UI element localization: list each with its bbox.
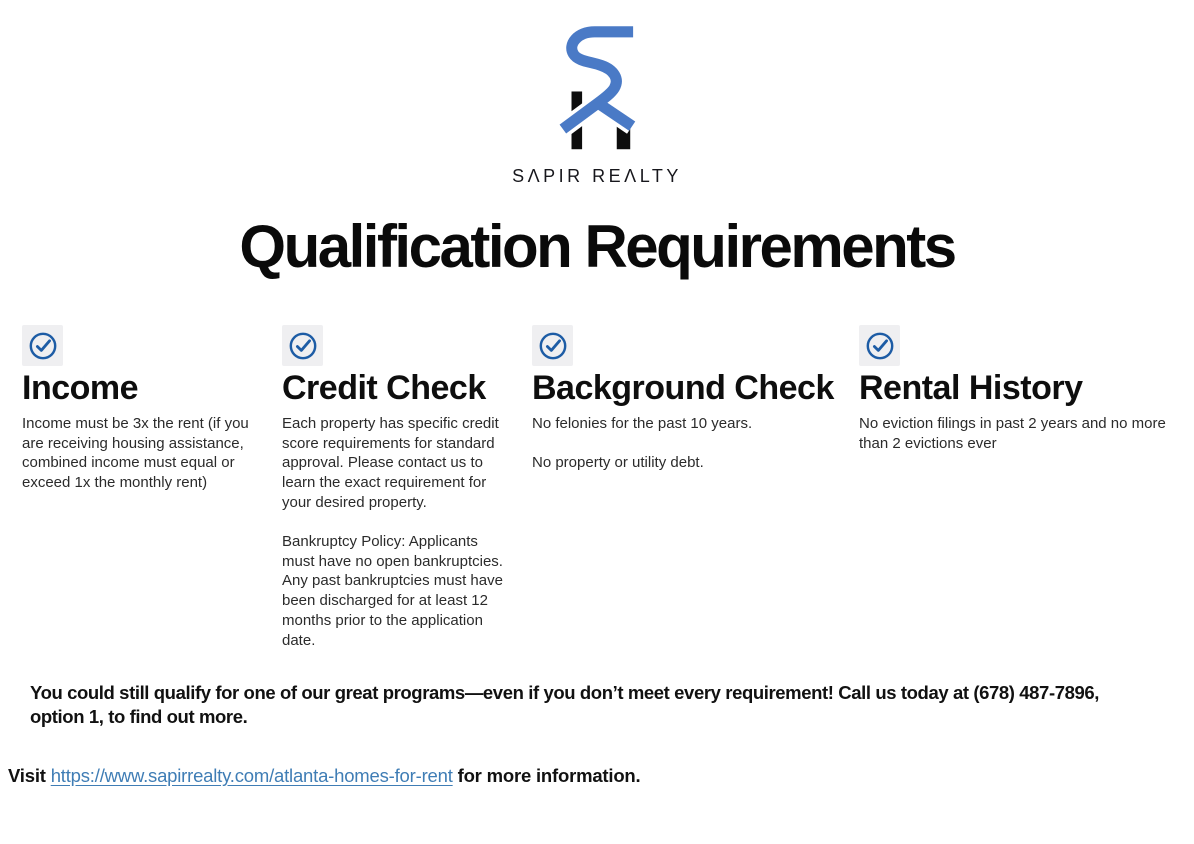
brand-wordmark: SΛPIR REΛLTY xyxy=(512,166,682,186)
requirement-column-background-check xyxy=(532,325,837,472)
qualify-note xyxy=(30,681,1164,729)
requirement-heading: Income xyxy=(22,369,139,408)
sapir-realty-logo-icon xyxy=(559,26,636,156)
requirement-paragraph: No property or utility debt. xyxy=(532,453,704,471)
requirement-heading: Rental History xyxy=(859,369,1083,408)
brand-header xyxy=(0,0,1194,188)
requirement-paragraph: No eviction filings in past 2 years and no more than 2 evictions ever xyxy=(859,414,1166,452)
requirement-column-rental-history xyxy=(859,325,1181,453)
page-title: Qualification Requirements xyxy=(239,213,955,281)
requirement-column-credit-check xyxy=(282,325,510,650)
requirement-paragraph: No felonies for the past 10 years. xyxy=(532,414,753,432)
requirement-paragraph: Income must be 3x the rent (if you are receiving housing assistance, combined income must equal or exceed 1x the monthly rent) xyxy=(22,414,249,492)
website-link[interactable]: https://www.sapirrealty.com/atlanta-homes-for-rent xyxy=(50,764,453,786)
circle-check-icon xyxy=(532,325,573,366)
requirements-columns xyxy=(0,325,1194,650)
circle-check-icon xyxy=(859,325,900,366)
circle-check-icon xyxy=(22,325,63,366)
visit-suffix: for more information. xyxy=(457,764,641,786)
requirement-paragraph: Bankruptcy Policy: Applicants must have no open bankruptcies. Any past bankruptcies must have been discharged for at least 12 months prior to the application date. xyxy=(282,532,503,649)
visit-info xyxy=(8,765,1194,787)
requirement-column-income xyxy=(22,325,260,493)
requirement-heading: Background Check xyxy=(532,369,834,408)
requirement-body xyxy=(22,414,260,493)
qualify-note-line-1: You could still qualify for one of our great programs—even if you don’t meet every requirement! Call us today at (678) 487-7896, xyxy=(30,681,1099,703)
requirement-body xyxy=(532,414,837,473)
qualify-note-line-2: option 1, to find out more. xyxy=(30,705,248,727)
requirement-paragraph: Each property has specific credit score requirements for standard approval. Please contact us to learn the exact requirement for your desired property. xyxy=(282,414,499,511)
requirement-body xyxy=(282,414,510,651)
requirement-heading: Credit Check xyxy=(282,369,486,408)
requirement-body xyxy=(859,414,1181,454)
visit-prefix: Visit xyxy=(8,764,46,786)
circle-check-icon xyxy=(282,325,323,366)
